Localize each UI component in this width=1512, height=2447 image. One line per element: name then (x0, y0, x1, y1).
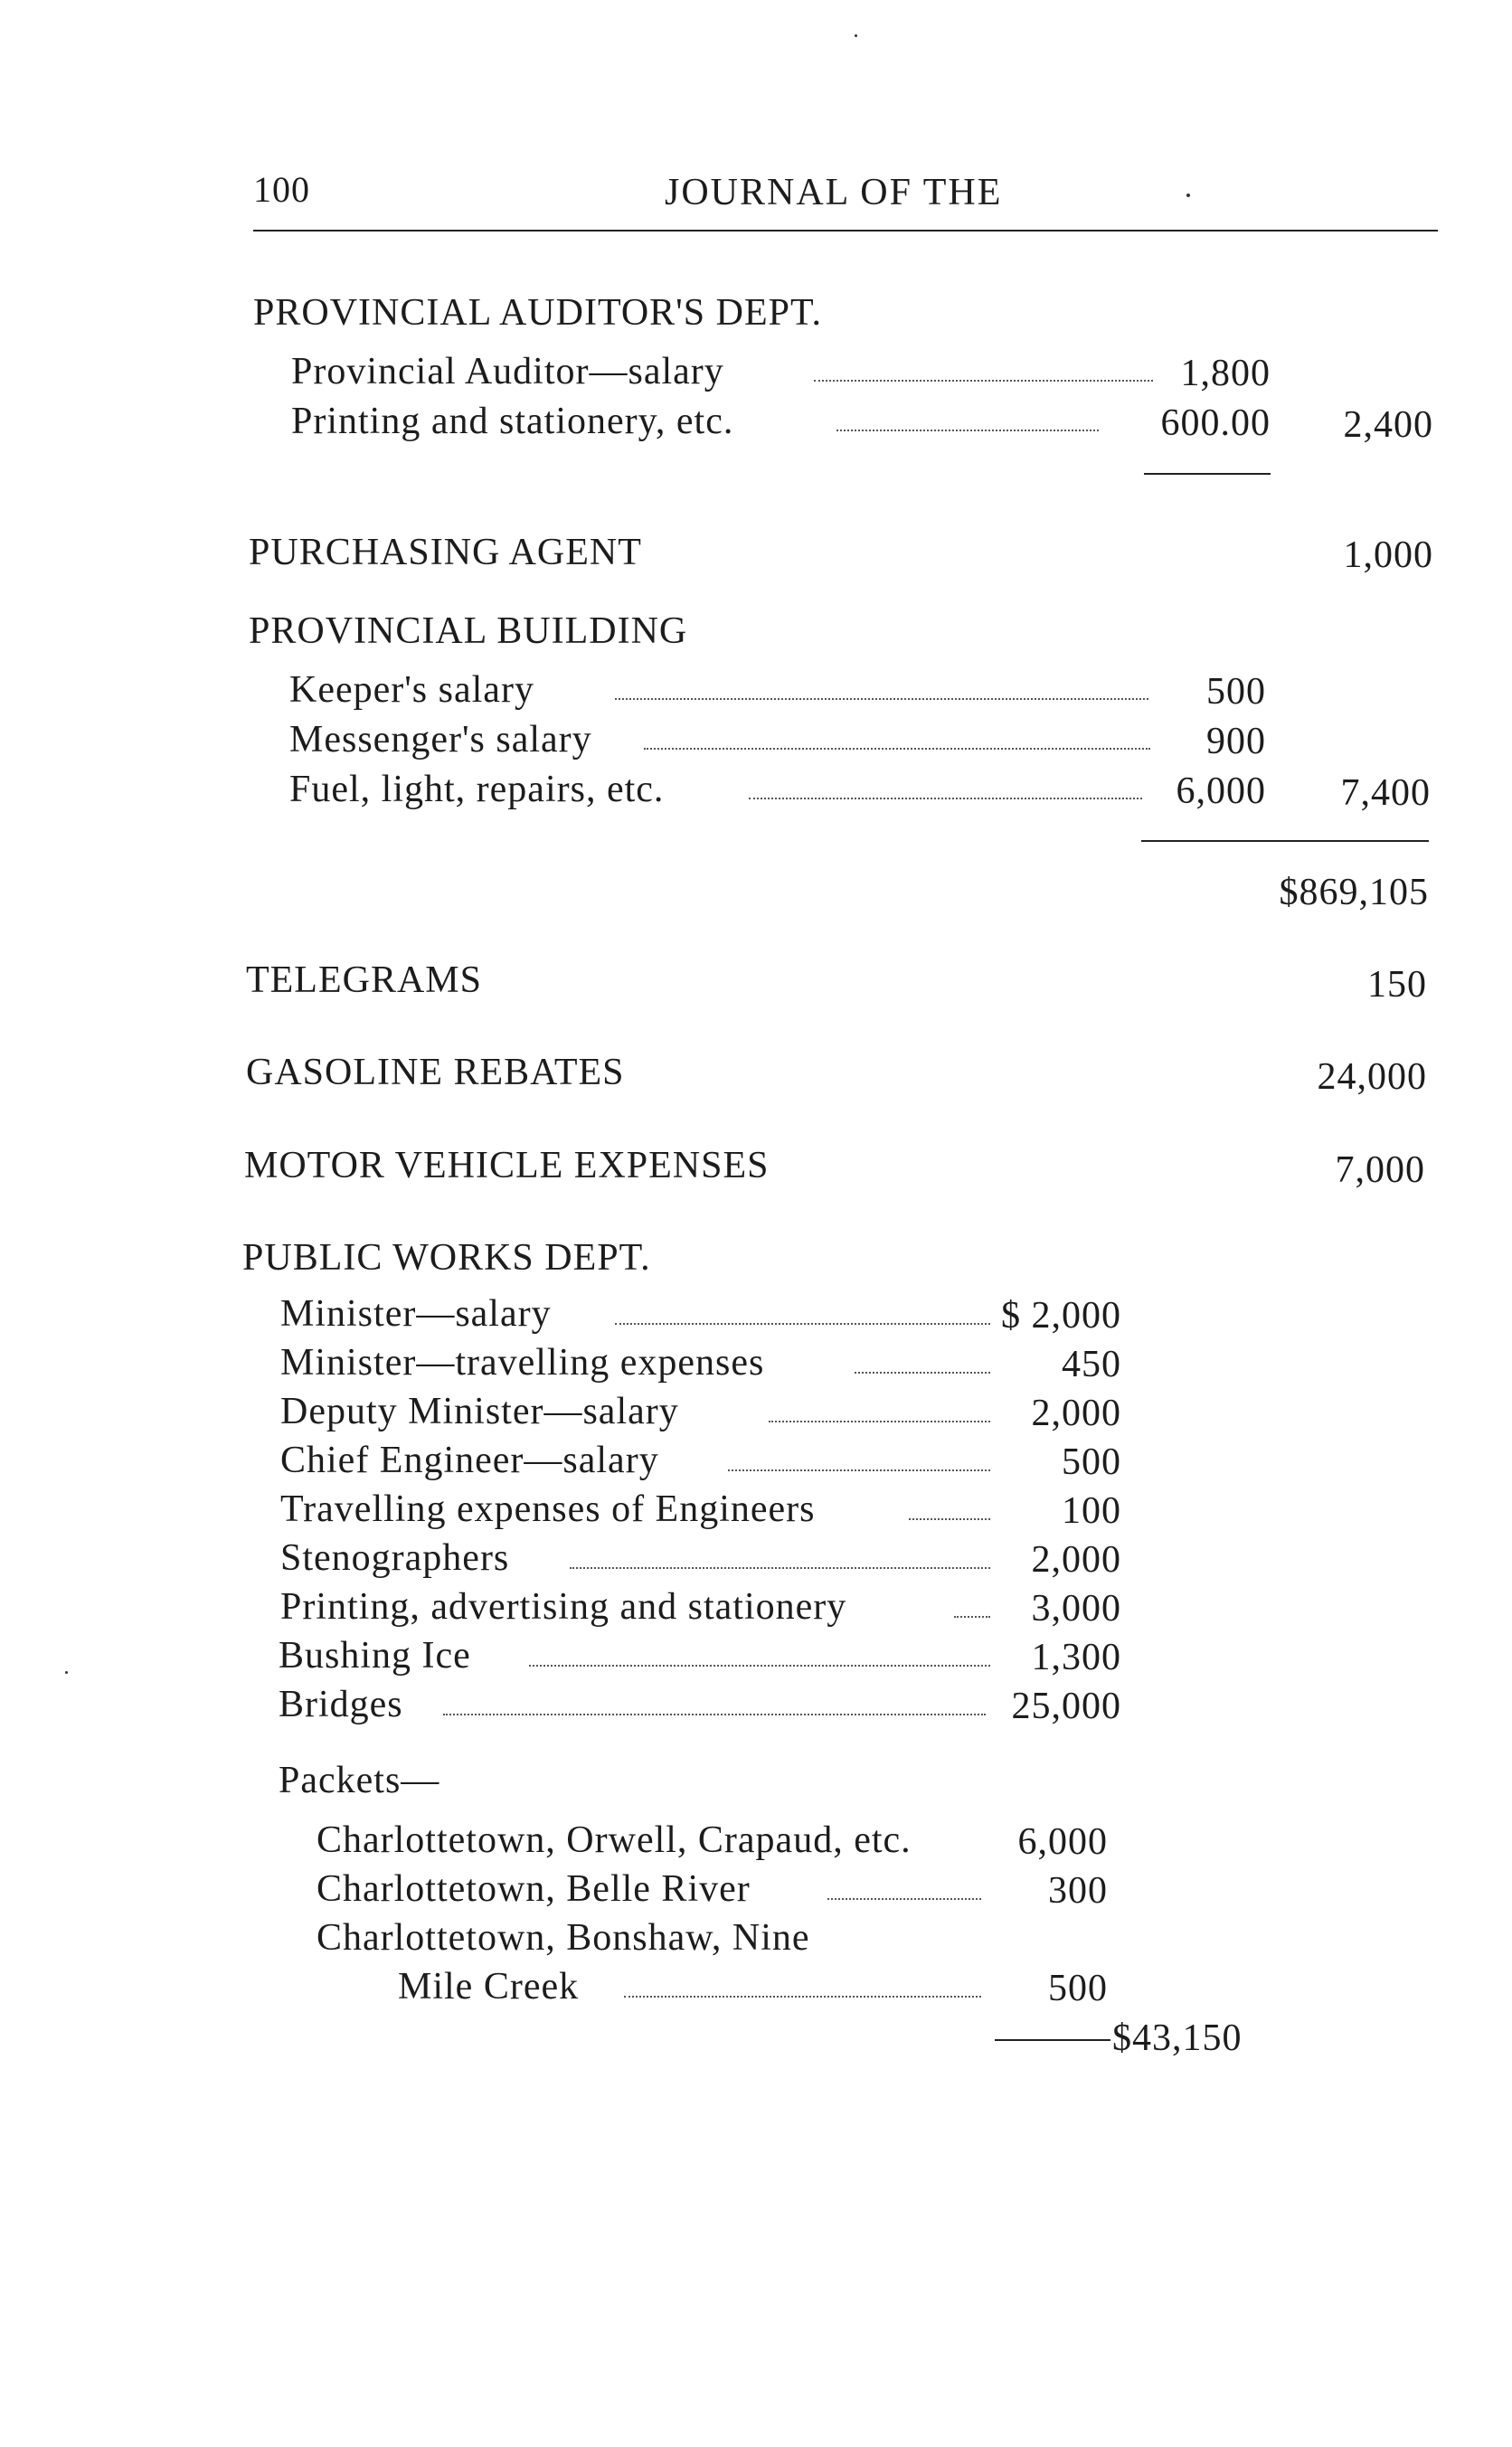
section-heading-building: PROVINCIAL BUILDING (249, 610, 688, 652)
ink-speck (855, 34, 857, 37)
packet-label-4: Mile Creek (398, 1966, 580, 2008)
leader-dots (728, 1469, 990, 1471)
auditor-item-label-2: Printing and stationery, etc. (291, 401, 734, 442)
building-total: 7,400 (1340, 772, 1431, 814)
public-works-item-label-5: Travelling expenses of Engineers (280, 1488, 816, 1530)
leader-dots (954, 1616, 990, 1618)
leader-dots (827, 1898, 981, 1900)
auditor-item-label-1: Provincial Auditor—salary (291, 351, 724, 392)
public-works-item-label-6: Stenographers (280, 1537, 510, 1579)
page-number: 100 (253, 169, 310, 210)
packet-amount-2: 300 (1048, 1870, 1108, 1912)
sum-rule (995, 2039, 1110, 2041)
section-heading-auditor: PROVINCIAL AUDITOR'S DEPT. (253, 292, 822, 334)
section-heading-purchasing: PURCHASING AGENT (249, 532, 642, 573)
leader-dots (624, 1996, 981, 1998)
public-works-item-amount-4: 500 (1062, 1441, 1121, 1483)
leader-dots (909, 1518, 990, 1520)
public-works-item-amount-9: 25,000 (1011, 1686, 1121, 1727)
gasoline-total: 24,000 (1317, 1056, 1427, 1098)
ink-speck (1186, 194, 1190, 197)
public-works-item-label-2: Minister—travelling expenses (280, 1342, 765, 1384)
building-item-amount-2: 900 (1206, 721, 1266, 762)
packet-label-1: Charlottetown, Orwell, Crapaud, etc. (317, 1819, 912, 1861)
auditor-item-amount-2: 600.00 (1160, 402, 1271, 444)
building-item-label-3: Fuel, light, repairs, etc. (289, 769, 665, 810)
public-works-item-amount-8: 1,300 (1031, 1637, 1121, 1678)
building-item-label-1: Keeper's salary (289, 669, 534, 711)
public-works-total: $43,150 (1112, 2017, 1243, 2059)
grand-total: $869,105 (1279, 872, 1429, 913)
section-heading-public-works: PUBLIC WORKS DEPT. (242, 1237, 651, 1279)
public-works-item-label-8: Bushing Ice (279, 1635, 471, 1677)
building-item-amount-3: 6,000 (1176, 770, 1266, 812)
section-heading-motor: MOTOR VEHICLE EXPENSES (244, 1145, 770, 1186)
purchasing-total: 1,000 (1343, 534, 1433, 576)
public-works-item-label-1: Minister—salary (280, 1293, 552, 1335)
section-heading-gasoline: GASOLINE REBATES (246, 1052, 625, 1093)
auditor-total: 2,400 (1343, 404, 1433, 446)
leader-dots (615, 698, 1148, 700)
public-works-item-amount-7: 3,000 (1031, 1588, 1121, 1630)
packet-amount-1: 6,000 (1017, 1821, 1108, 1863)
packet-label-3: Charlottetown, Bonshaw, Nine (317, 1917, 810, 1959)
public-works-item-amount-2: 450 (1062, 1344, 1121, 1385)
building-item-amount-1: 500 (1206, 671, 1266, 713)
leader-dots (769, 1421, 990, 1422)
packets-heading: Packets— (279, 1760, 440, 1801)
public-works-item-amount-1: $ 2,000 (1001, 1295, 1121, 1337)
leader-dots (855, 1372, 990, 1374)
public-works-item-label-4: Chief Engineer—salary (280, 1440, 659, 1481)
public-works-item-amount-3: 2,000 (1031, 1393, 1121, 1434)
packet-label-2: Charlottetown, Belle River (317, 1868, 751, 1910)
public-works-item-label-9: Bridges (279, 1684, 403, 1725)
leader-dots (443, 1714, 986, 1715)
header-rule (253, 230, 1438, 231)
sum-rule (1144, 473, 1271, 475)
leader-dots (570, 1567, 990, 1569)
telegrams-total: 150 (1367, 964, 1427, 1006)
sum-rule (1141, 840, 1429, 842)
public-works-item-amount-6: 2,000 (1031, 1539, 1121, 1581)
leader-dots (529, 1665, 990, 1667)
public-works-item-label-3: Deputy Minister—salary (280, 1391, 679, 1432)
section-heading-telegrams: TELEGRAMS (246, 959, 482, 1001)
public-works-item-amount-5: 100 (1062, 1490, 1121, 1532)
building-item-label-2: Messenger's salary (289, 719, 592, 761)
leader-dots (836, 430, 1099, 431)
packet-amount-4: 500 (1048, 1968, 1108, 2009)
public-works-item-label-7: Printing, advertising and stationery (280, 1586, 847, 1628)
leader-dots (644, 748, 1150, 750)
leader-dots (749, 798, 1142, 799)
auditor-item-amount-1: 1,800 (1180, 353, 1271, 394)
leader-dots (615, 1323, 990, 1325)
motor-total: 7,000 (1335, 1149, 1425, 1191)
running-title: JOURNAL OF THE (665, 172, 1003, 213)
ink-speck (65, 1671, 68, 1674)
